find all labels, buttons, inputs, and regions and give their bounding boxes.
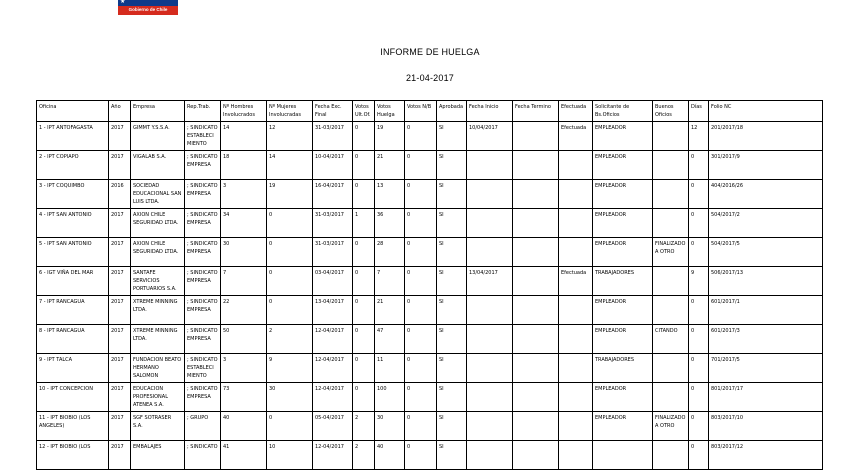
table-cell: 30	[221, 238, 267, 267]
table-cell: 601/2017/3	[709, 325, 823, 354]
table-cell: 0	[405, 122, 437, 151]
table-body	[37, 122, 823, 470]
table-cell: 0	[689, 238, 709, 267]
table-cell: SGF SOTRASER S.A.	[131, 412, 185, 441]
table-cell: EMPLEADOR	[593, 151, 653, 180]
table-cell: 13	[375, 180, 405, 209]
table-cell: FUNDACION BEATO HERMANO SALOMON	[131, 354, 185, 383]
table-cell	[513, 296, 559, 325]
table-cell: 14	[221, 122, 267, 151]
table-cell: 0	[405, 238, 437, 267]
table-cell: ; SINDICATO EMPRESA	[185, 151, 221, 180]
star-icon: ★	[120, 0, 126, 5]
table-cell: SI	[437, 296, 467, 325]
table-cell: EMPLEADOR	[593, 383, 653, 412]
table-cell: 2 - IPT COPIAPO	[37, 151, 109, 180]
table-cell: 0	[405, 209, 437, 238]
table-cell: 19	[267, 180, 313, 209]
table-row	[37, 383, 823, 412]
table-cell: 0	[405, 441, 437, 470]
table-cell: SI	[437, 325, 467, 354]
table-cell: 0	[353, 325, 375, 354]
table-cell: EMPLEADOR	[593, 325, 653, 354]
column-header: Efectuada	[559, 101, 593, 122]
table-cell: SI	[437, 267, 467, 296]
table-cell	[467, 325, 513, 354]
table-cell: 73	[221, 383, 267, 412]
table-cell	[559, 412, 593, 441]
table-cell: GIMMT Y.S.S.A.	[131, 122, 185, 151]
table-cell	[559, 296, 593, 325]
table-cell: 0	[267, 238, 313, 267]
table-cell: XTREME MINNING LTDA.	[131, 325, 185, 354]
table-cell: 4 - IPT SAN ANTONIO	[37, 209, 109, 238]
column-header: Nº Hombres Involucrados	[221, 101, 267, 122]
table-cell: 11 - IPT BIOBIO (LOS ANGELES)	[37, 412, 109, 441]
table-row	[37, 267, 823, 296]
table-cell: 12	[267, 122, 313, 151]
table-cell: EMPLEADOR	[593, 296, 653, 325]
table-cell: 2017	[109, 325, 131, 354]
table-cell: 803/2017/10	[709, 412, 823, 441]
table-cell: 3	[221, 354, 267, 383]
table-cell: 0	[405, 412, 437, 441]
table-cell: 3	[221, 180, 267, 209]
table-cell	[559, 354, 593, 383]
table-cell	[467, 209, 513, 238]
table-cell	[559, 325, 593, 354]
table-cell: 0	[353, 151, 375, 180]
table-cell	[513, 267, 559, 296]
table-cell: ; SINDICATO ESTABLECIMIENTO	[185, 354, 221, 383]
table-cell: 12 - IPT BIOBIO (LOS	[37, 441, 109, 470]
table-cell: 30	[267, 383, 313, 412]
table-cell: 0	[353, 122, 375, 151]
table-cell: 19	[375, 122, 405, 151]
table-cell: 31-03/2017	[313, 122, 353, 151]
table-cell: 0	[405, 180, 437, 209]
table-cell: 0	[405, 296, 437, 325]
table-cell	[653, 122, 689, 151]
table-cell	[653, 267, 689, 296]
column-header: Votos Ult.Of.	[353, 101, 375, 122]
table-cell: 0	[353, 180, 375, 209]
table-cell: 2017	[109, 267, 131, 296]
column-header: Días	[689, 101, 709, 122]
table-cell: 0	[353, 238, 375, 267]
table-cell: ; SINDICATO ESTABLECIMIENTO	[185, 122, 221, 151]
table-cell: 1	[353, 209, 375, 238]
report-title: INFORME DE HUELGA	[380, 47, 480, 57]
table-cell: 10	[267, 441, 313, 470]
table-cell: 504/2017/2	[709, 209, 823, 238]
table-cell: 13-04/2017	[313, 296, 353, 325]
table-cell: XTREME MINNING LTDA.	[131, 296, 185, 325]
table-cell: 40	[375, 441, 405, 470]
table-cell: 2017	[109, 354, 131, 383]
table-cell: SI	[437, 354, 467, 383]
table-cell: AXION CHILE SEGURIDAD LTDA.	[131, 209, 185, 238]
column-header: Año	[109, 101, 131, 122]
table-cell	[559, 180, 593, 209]
table-cell: 801/2017/17	[709, 383, 823, 412]
table-cell	[467, 180, 513, 209]
table-cell: 7	[375, 267, 405, 296]
table-cell: 41	[221, 441, 267, 470]
table-cell	[513, 441, 559, 470]
table-cell: 03-04/2017	[313, 267, 353, 296]
table-cell: SI	[437, 441, 467, 470]
table-cell: EMPLEADOR	[593, 412, 653, 441]
column-header: Votos Huelga	[375, 101, 405, 122]
column-header: Buenos Oficios	[653, 101, 689, 122]
table-row	[37, 238, 823, 267]
table-cell: 2017	[109, 441, 131, 470]
table-cell: Efectuada	[559, 267, 593, 296]
column-header: Empresa	[131, 101, 185, 122]
table-cell	[467, 354, 513, 383]
table-cell: TRABAJADORES	[593, 267, 653, 296]
table-cell	[653, 441, 689, 470]
table-cell	[653, 296, 689, 325]
column-header: Votos N/B	[405, 101, 437, 122]
table-cell: 0	[689, 209, 709, 238]
column-header: Oficina	[37, 101, 109, 122]
table-cell: 2	[267, 325, 313, 354]
table-cell: SI	[437, 412, 467, 441]
table-row	[37, 325, 823, 354]
column-header: Rep.Trab.	[185, 101, 221, 122]
table-cell	[513, 354, 559, 383]
table-cell: SI	[437, 151, 467, 180]
table-cell: 6 - IGT VIÑA DEL MAR	[37, 267, 109, 296]
table-cell: 0	[689, 412, 709, 441]
table-cell: 12	[689, 122, 709, 151]
table-cell	[513, 238, 559, 267]
table-cell: SANTAFE SERVICIOS PORTUARIOS S.A.	[131, 267, 185, 296]
table-cell	[467, 151, 513, 180]
table-cell: EMPLEADOR	[593, 209, 653, 238]
table-cell: 7	[221, 267, 267, 296]
column-header: Fecha Exc. Final	[313, 101, 353, 122]
table-cell: ; SINDICATO	[185, 441, 221, 470]
table-cell	[513, 383, 559, 412]
table-cell: 3 - IPT COQUIMBO	[37, 180, 109, 209]
table-cell: 2	[353, 412, 375, 441]
table-cell: ; SINDICATO EMPRESA	[185, 238, 221, 267]
table-row	[37, 354, 823, 383]
table-cell: 9	[689, 267, 709, 296]
table-cell: EMPLEADOR	[593, 122, 653, 151]
table-cell: 201/2017/18	[709, 122, 823, 151]
report-date: 21-04-2017	[405, 73, 455, 83]
table-cell: 34	[221, 209, 267, 238]
table-cell: 301/2017/9	[709, 151, 823, 180]
table-cell: VIGALAB S.A.	[131, 151, 185, 180]
table-header-row	[37, 101, 823, 122]
table-row	[37, 412, 823, 441]
table-cell	[653, 180, 689, 209]
table-cell: ; SINDICATO EMPRESA	[185, 180, 221, 209]
table-cell: 0	[353, 267, 375, 296]
table-row	[37, 296, 823, 325]
table-cell: 0	[689, 354, 709, 383]
table-cell: EMPLEADOR	[593, 180, 653, 209]
table-row	[37, 151, 823, 180]
table-cell: 31-03/2017	[313, 238, 353, 267]
table-cell: FINALIZADO A OTRO	[653, 412, 689, 441]
table-cell: 506/2017/13	[709, 267, 823, 296]
table-cell: ; SINDICATO EMPRESA	[185, 267, 221, 296]
table-cell: 30	[375, 412, 405, 441]
table-cell: 12-04/2017	[313, 325, 353, 354]
table-cell: 2017	[109, 296, 131, 325]
table-cell: 2	[353, 441, 375, 470]
table-cell: 28	[375, 238, 405, 267]
table-cell: EMPLEADOR	[593, 238, 653, 267]
table-cell: 36	[375, 209, 405, 238]
table-cell: 11	[375, 354, 405, 383]
table-cell: 2016	[109, 180, 131, 209]
table-cell: 803/2017/12	[709, 441, 823, 470]
table-cell: 10 - IPT CONCEPCION	[37, 383, 109, 412]
table-cell: 0	[267, 296, 313, 325]
table-cell: 9 - IPT TALCA	[37, 354, 109, 383]
table-cell: ; SINDICATO EMPRESA	[185, 209, 221, 238]
table-cell: 0	[689, 296, 709, 325]
table-cell: SOCIEDAD EDUCACIONAL SAN LUIS LTDA.	[131, 180, 185, 209]
table-cell: 12-04/2017	[313, 383, 353, 412]
table-cell: 0	[353, 383, 375, 412]
table-cell: 0	[267, 209, 313, 238]
table-cell	[513, 325, 559, 354]
table-cell	[513, 209, 559, 238]
table-cell: 7 - IPT RANCAGUA	[37, 296, 109, 325]
table-cell: ; GRUPO	[185, 412, 221, 441]
table-cell: 31-03/2017	[313, 209, 353, 238]
table-cell	[513, 180, 559, 209]
table-cell: 0	[405, 354, 437, 383]
table-cell: ; SINDICATO EMPRESA	[185, 383, 221, 412]
table-cell: FINALIZADO A OTRO	[653, 238, 689, 267]
table-cell	[513, 412, 559, 441]
table-cell: 2017	[109, 238, 131, 267]
table-cell: Efectuada	[559, 122, 593, 151]
table-cell: 16-04/2017	[313, 180, 353, 209]
table-cell: ; SINDICATO EMPRESA	[185, 296, 221, 325]
table-cell: 0	[405, 325, 437, 354]
table-cell: 12-04/2017	[313, 354, 353, 383]
table-cell: SI	[437, 209, 467, 238]
column-header: Aprobada	[437, 101, 467, 122]
table-cell: 0	[267, 412, 313, 441]
table-cell: 0	[267, 267, 313, 296]
table-cell: 0	[689, 441, 709, 470]
table-cell: 2017	[109, 122, 131, 151]
table-cell: 40	[221, 412, 267, 441]
column-header: Solicitante de Bs.Oficios	[593, 101, 653, 122]
table-cell: 0	[353, 354, 375, 383]
table-cell: 10/04/2017	[467, 122, 513, 151]
table-cell: SI	[437, 238, 467, 267]
table-cell	[513, 122, 559, 151]
strike-report-table	[36, 100, 823, 470]
table-cell	[513, 151, 559, 180]
table-cell: 0	[689, 180, 709, 209]
table-cell	[653, 383, 689, 412]
table-cell: 404/2016/26	[709, 180, 823, 209]
table-cell	[559, 383, 593, 412]
column-header: Fecha Termino	[513, 101, 559, 122]
table-cell	[653, 354, 689, 383]
table-cell	[559, 151, 593, 180]
table-cell: 0	[405, 151, 437, 180]
table-cell: 0	[689, 151, 709, 180]
table-cell: SI	[437, 180, 467, 209]
table-row	[37, 209, 823, 238]
table-cell	[467, 412, 513, 441]
table-cell: 5 - IPT SAN ANTONIO	[37, 238, 109, 267]
table-cell: 0	[405, 267, 437, 296]
table-cell: TRABAJADORES	[593, 354, 653, 383]
table-cell: 701/2017/5	[709, 354, 823, 383]
table-row	[37, 122, 823, 151]
table-cell: 8 - IPT RANCAGUA	[37, 325, 109, 354]
table-cell: EDUCACION PROFESIONAL ATENEA S.A.	[131, 383, 185, 412]
table-cell	[593, 441, 653, 470]
table-cell: 22	[221, 296, 267, 325]
table-cell: 13/04/2017	[467, 267, 513, 296]
table-cell: 601/2017/1	[709, 296, 823, 325]
table-cell: 2017	[109, 412, 131, 441]
table-cell	[467, 383, 513, 412]
table-cell: 0	[689, 325, 709, 354]
column-header: Nº Mujeres Involucradas	[267, 101, 313, 122]
table-cell: 10-04/2017	[313, 151, 353, 180]
table-cell: SI	[437, 122, 467, 151]
table-cell	[467, 296, 513, 325]
table-cell: 47	[375, 325, 405, 354]
table-cell: 2017	[109, 209, 131, 238]
table-cell: 14	[267, 151, 313, 180]
table-cell: CITANDO	[653, 325, 689, 354]
table-cell: 18	[221, 151, 267, 180]
table-cell: EMBALAJES	[131, 441, 185, 470]
table-cell: 21	[375, 151, 405, 180]
table-cell: 0	[353, 296, 375, 325]
table-cell	[559, 441, 593, 470]
table-cell: 2017	[109, 383, 131, 412]
column-header: Folio NC	[709, 101, 823, 122]
table-cell	[653, 151, 689, 180]
logo-text: Gobierno de Chile	[128, 7, 168, 12]
table-cell: 0	[689, 383, 709, 412]
table-cell: 50	[221, 325, 267, 354]
table-cell	[467, 238, 513, 267]
table-cell	[653, 209, 689, 238]
table-cell: 0	[405, 383, 437, 412]
table-cell	[559, 238, 593, 267]
table-cell: 12-04/2017	[313, 441, 353, 470]
table-cell: 2017	[109, 151, 131, 180]
column-header: Fecha Inicio	[467, 101, 513, 122]
table-row	[37, 180, 823, 209]
table-cell	[467, 441, 513, 470]
table-cell: SI	[437, 383, 467, 412]
table-cell: ; SINDICATO EMPRESA	[185, 325, 221, 354]
gobierno-de-chile-logo	[118, 0, 178, 15]
table-row	[37, 441, 823, 470]
table-cell: 100	[375, 383, 405, 412]
table-cell	[559, 209, 593, 238]
table-cell: 21	[375, 296, 405, 325]
table-cell: 9	[267, 354, 313, 383]
table-cell: 1 - IPT ANTOFAGASTA	[37, 122, 109, 151]
table-cell: AXION CHILE SEGURIDAD LTDA.	[131, 238, 185, 267]
table-cell: 05-04/2017	[313, 412, 353, 441]
table-cell: 504/2017/5	[709, 238, 823, 267]
